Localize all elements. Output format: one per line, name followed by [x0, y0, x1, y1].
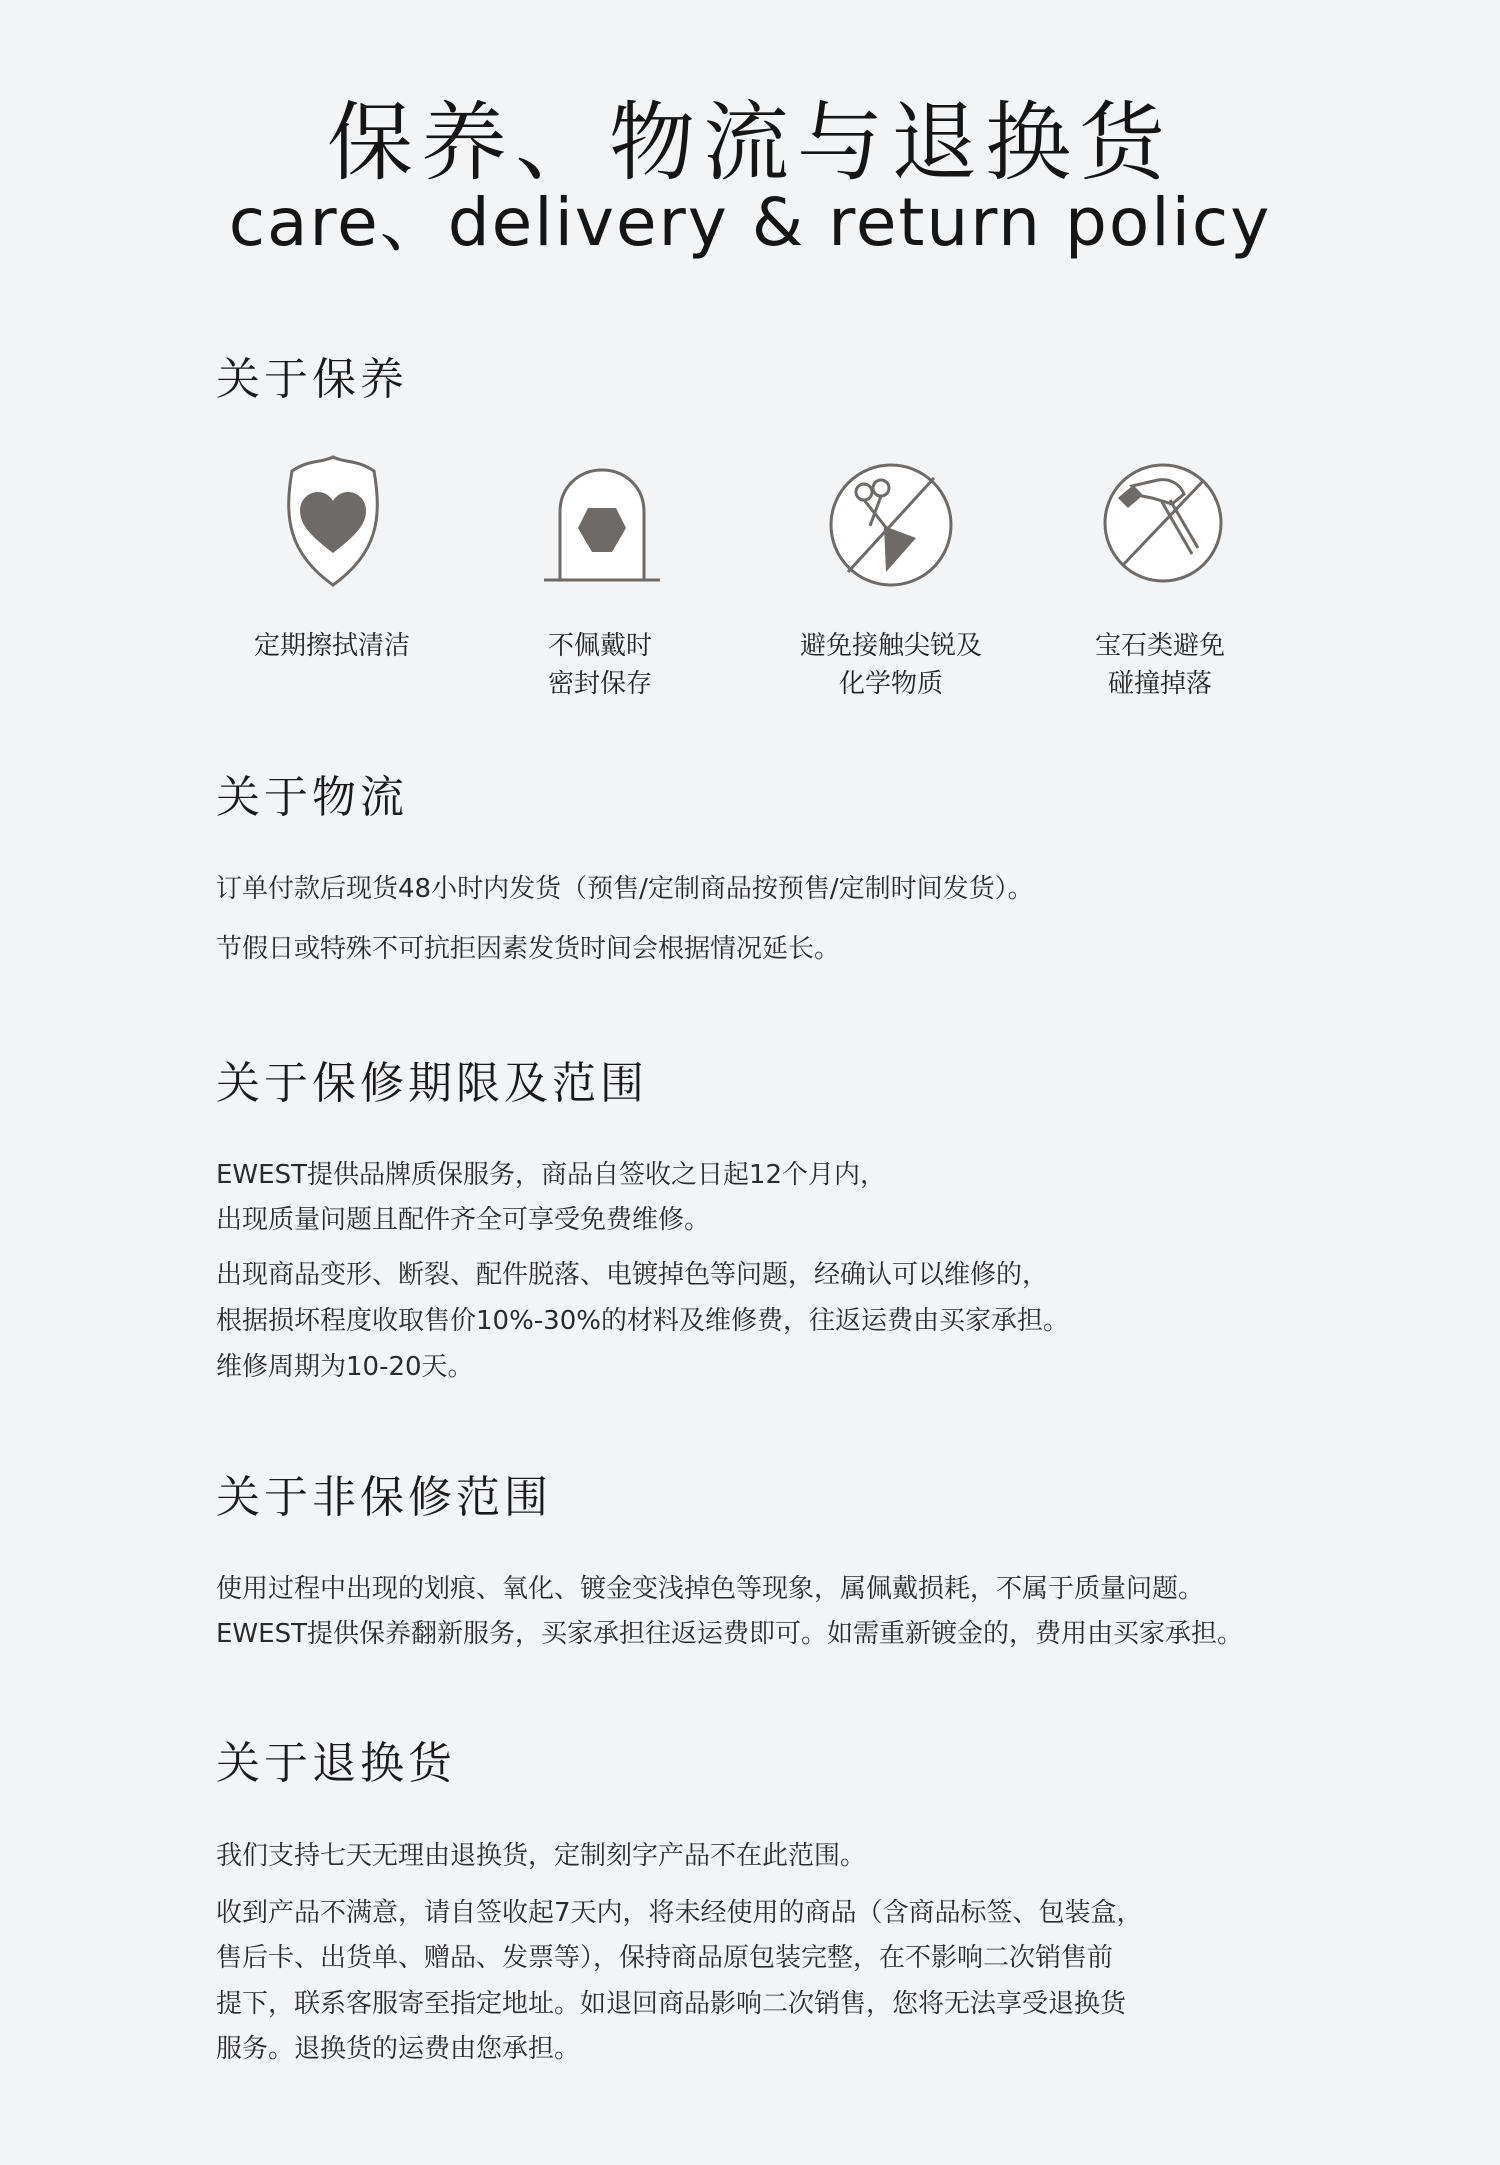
care-label-store: 不佩戴时 密封保存 — [547, 631, 652, 699]
warranty-line-3: 出现商品变形、断裂、配件脱落、电镀掉色等问题，经确认可以维修的， — [216, 1260, 1049, 1290]
returns-heading: 关于退换货 — [216, 1738, 456, 1789]
care-heading: 关于保养 — [216, 354, 408, 405]
returns-line-2: 收到产品不满意，请自签收起7天内，将未经使用的商品（含商品标签、包装盒， — [216, 1898, 1143, 1928]
warranty-line-4: 根据损坏程度收取售价10%-30%的材料及维修费，往返运费由买家承担。 — [216, 1306, 1069, 1336]
returns-line-3: 售后卡、出货单、赠品、发票等），保持商品原包装完整，在不影响二次销售前 — [216, 1943, 1114, 1973]
warranty-line-5: 维修周期为10-20天。 — [216, 1352, 474, 1382]
logistics-heading: 关于物流 — [216, 772, 408, 823]
care-label-avoid-chemicals: 避免接触尖锐及 化学物质 — [799, 631, 982, 699]
non-warranty-line-2: EWEST提供保养翻新服务，买家承担往返运费即可。如需重新镀金的，费用由买家承担。 — [216, 1619, 1243, 1649]
returns-line-1: 我们支持七天无理由退换货，定制刻字产品不在此范围。 — [216, 1841, 867, 1871]
page-title: 保养、物流与退换货 — [327, 93, 1173, 193]
non-warranty-line-1: 使用过程中出现的划痕、氧化、镀金变浅掉色等现象，属佩戴损耗，不属于质量问题。 — [216, 1574, 1205, 1604]
page-subtitle: care、delivery & return policy — [228, 184, 1272, 261]
non-warranty-heading: 关于非保修范围 — [216, 1472, 552, 1523]
warranty-heading: 关于保修期限及范围 — [216, 1058, 648, 1109]
logistics-line-1: 订单付款后现货48小时内发货（预售/定制商品按预售/定制时间发货）。 — [216, 874, 1034, 904]
shield-heart-icon — [278, 455, 388, 591]
glass-dome-icon — [542, 466, 662, 584]
no-chemicals-icon — [826, 460, 956, 590]
care-label-clean: 定期擦拭清洁 — [253, 631, 410, 661]
no-hammer-icon — [1100, 460, 1226, 586]
logistics-line-2: 节假日或特殊不可抗拒因素发货时间会根据情况延长。 — [216, 934, 841, 964]
returns-line-4: 提下，联系客服寄至指定地址。如退回商品影响二次销售，您将无法享受退换货 — [216, 1989, 1127, 2019]
warranty-line-2: 出现质量问题且配件齐全可享受免费维修。 — [216, 1205, 711, 1235]
warranty-line-1: EWEST提供品牌质保服务，商品自签收之日起12个月内， — [216, 1160, 887, 1190]
care-label-avoid-impact: 宝石类避免 碰撞掉落 — [1094, 631, 1225, 699]
returns-line-5: 服务。退换货的运费由您承担。 — [216, 2034, 581, 2064]
